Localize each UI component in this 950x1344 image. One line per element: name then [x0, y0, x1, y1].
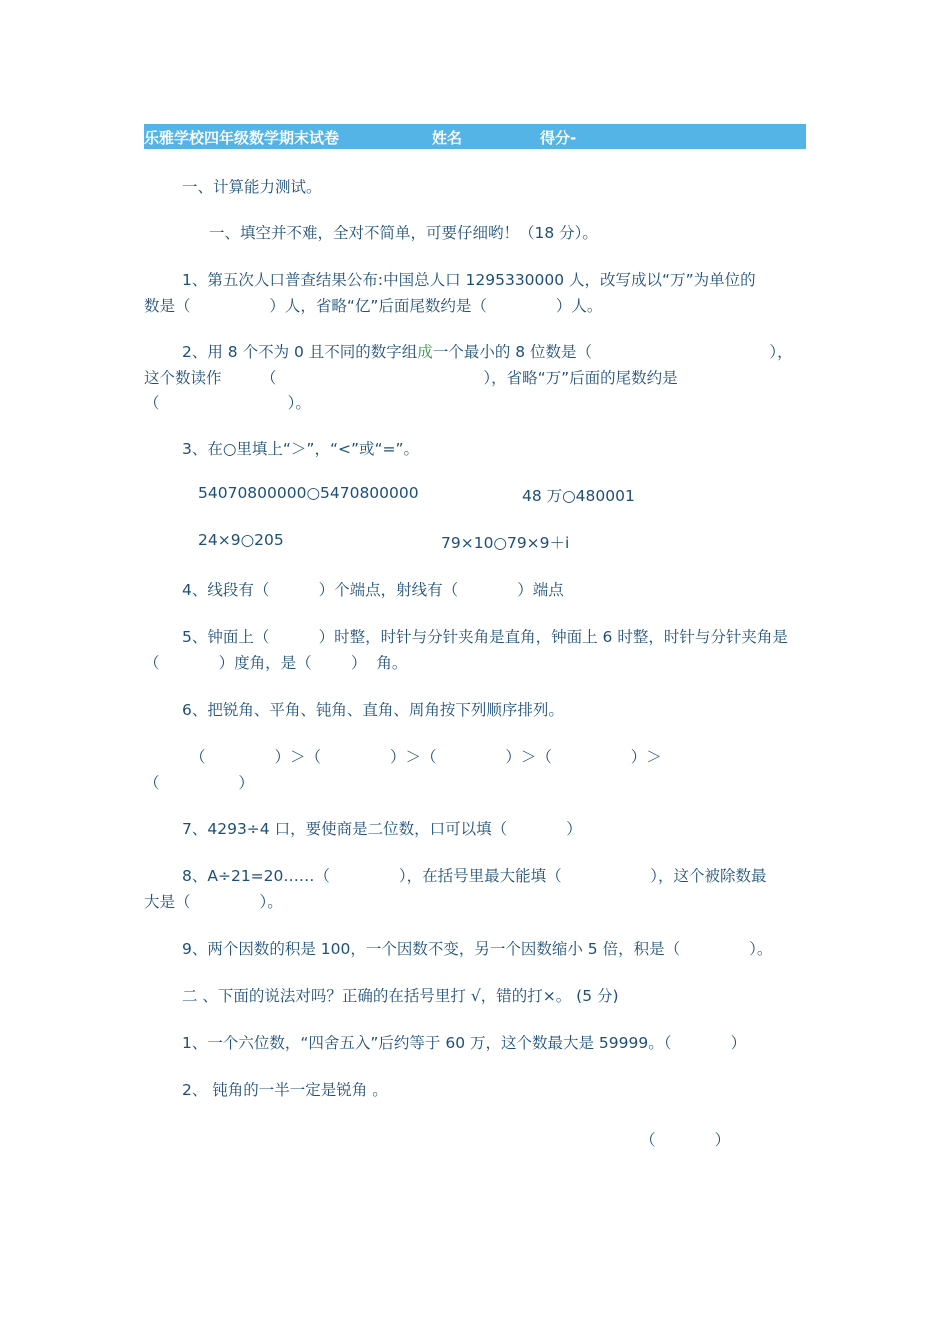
section1-title: 一、计算能力测试。	[182, 178, 322, 196]
q2-line3: （ ）。	[144, 394, 311, 412]
q8-line2: 大是（ ）。	[144, 893, 283, 911]
q1-line1: 1、第五次人口普查结果公布:中国总人口 1295330000 人，改写成以“万”为单位的	[182, 271, 756, 289]
q7: 7、4293÷4 口，要使商是二位数，口可以填（ ）	[182, 820, 582, 838]
q2-line1-green: 成	[417, 343, 433, 361]
q2-line1	[182, 340, 793, 362]
q8-line1: 8、A÷21=20……（ ），在括号里最大能填（ ），这个被除数最	[182, 867, 767, 885]
q2-line1-a: 2、用 8 个不为 0 且不同的数字组	[182, 343, 418, 361]
section2-item2-answer: （ ）	[640, 1131, 731, 1149]
q6-title: 6、把锐角、平角、钝角、直角、周角按下列顺序排列。	[182, 701, 564, 719]
section2-item1: 1、一个六位数，“四舍五入”后约等于 60 万，这个数最大是 59999。（ ）	[182, 1034, 747, 1052]
q5-line1: 5、钟面上（ ）时整，时针与分针夹角是直角，钟面上 6 时整，时针与分针夹角是	[182, 628, 788, 646]
exam-header	[144, 124, 806, 149]
q9: 9、两个因数的积是 100，一个因数不变，另一个因数缩小 5 倍，积是（ ）。	[182, 940, 773, 958]
name-label: 姓名	[432, 129, 463, 147]
q3-compare-4: 79×10○79×9＋i	[441, 534, 570, 552]
q4: 4、线段有（ ）个端点，射线有（ ）端点	[182, 581, 564, 599]
section2-item2: 2、 钝角的一半一定是锐角 。	[182, 1081, 388, 1099]
score-label: 得分-	[540, 129, 577, 147]
q2-line1-b: 一个最小的 8 位数是（ ），	[432, 343, 793, 361]
section2-title: 二 、下面的说法对吗？正确的在括号里打 √，错的打×。 (5 分)	[182, 987, 619, 1005]
q6-order-line2: （ ）	[144, 774, 254, 792]
q6-order-line1: （ ）＞（ ）＞（ ）＞（ ）＞	[190, 748, 662, 766]
exam-title: 乐雅学校四年级数学期末试卷	[144, 129, 340, 147]
q3-compare-3: 24×9○205	[198, 531, 284, 549]
q1-line2: 数是（ ）人，省略“亿”后面尾数约是（ ）人。	[144, 297, 603, 315]
q3-compare-2: 48 万○480001	[522, 487, 635, 505]
q2-line2: 这个数读作 （ ），省略“万”后面的尾数约是	[144, 369, 678, 387]
q5-line2: （ ）度角，是（ ） 角。	[144, 654, 408, 672]
section1-subtitle: 一、填空并不难，全对不简单，可要仔细哟！（18 分）。	[209, 224, 598, 242]
q3-title: 3、在○里填上“＞”，“<”或“=”。	[182, 440, 420, 458]
q3-compare-1: 54070800000○5470800000	[198, 484, 419, 502]
